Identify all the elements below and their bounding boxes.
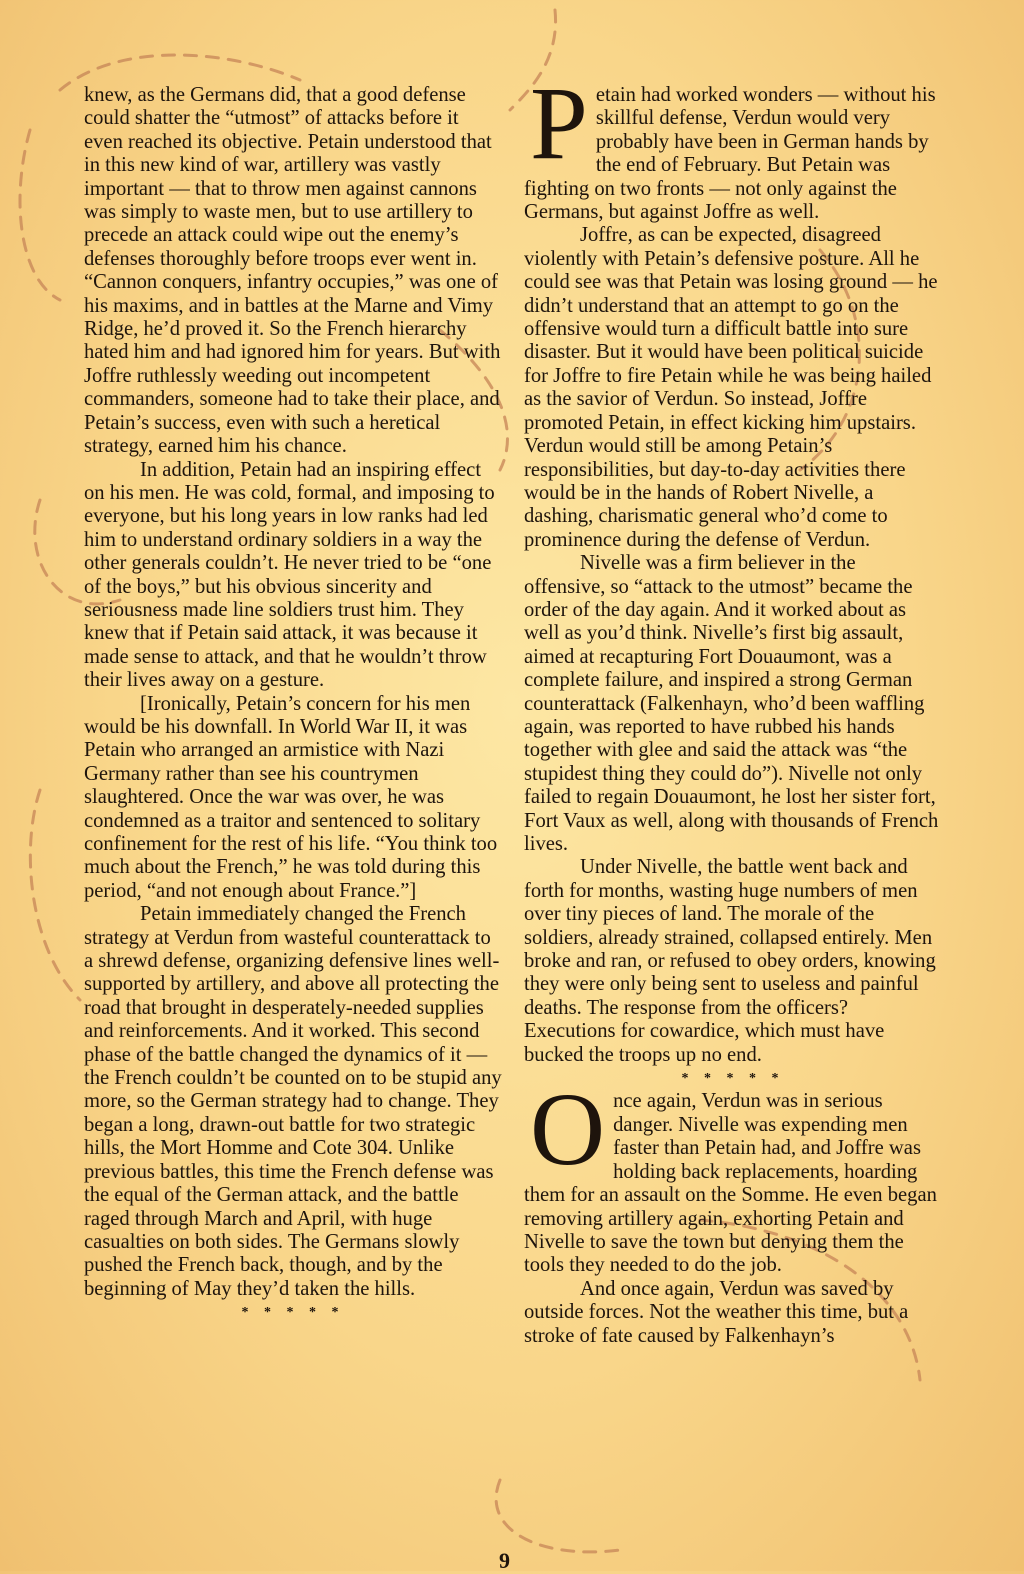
section-separator-right: * * * * * <box>681 1071 785 1087</box>
right-paragraph-4: Under Nivelle, the battle went back and forth for months, wasting huge numbers of men over tiny pieces of land. The morale of the soldiers, already strained, collapsed entirely. Men broke and ran, or refused to obey orders, knowing they were only being sent to useless and painful deaths. The response from the officers? Executions for cowardice, which must have bucked the troops up no end. <box>524 856 936 1066</box>
section-separator-left: * * * * * <box>241 1305 345 1321</box>
right-paragraph-1-text: etain had worked wonders — without his skillful defense, Verdun would very probably have been in German hands by the end of February. But Petain was fighting on two fronts — not only against the Germans, but against Joffre as well. <box>524 84 936 224</box>
right-paragraph-2: Joffre, as can be expected, disagreed violently with Petain’s defensive posture. All he could see was that Petain was losing ground — he didn’t understand that an attempt to go on the offensive would turn a difficult battle into sure disaster. But it would have been political suicide for Joffre to fire Petain while he was being hailed as the savior of Verdun. So instead, Joffre promoted Petain, in effect kicking him upstairs. Verdun would still be among Petain’s responsibilities, but day-to-day activities there would be in the hands of Robert Nivelle, a dashing, charismatic general who’d come to prominence during the defense of Verdun. <box>524 224 938 551</box>
swirl-left-upper <box>20 130 60 300</box>
right-paragraph-6: And once again, Verdun was saved by outside forces. Not the weather this time, but a stroke of fate caused by Falkenhayn’s <box>524 1277 909 1347</box>
right-paragraph-5 <box>524 1072 942 1207</box>
left-column <box>84 84 502 1325</box>
drop-cap-o: O <box>530 1072 606 1188</box>
swirl-bottom <box>496 1480 620 1552</box>
right-paragraph-3: Nivelle was a firm believer in the offensive, so “attack to the utmost” became the order of the day again. And it worked about as well as you’d think. Nivelle’s first big assault, aimed at recapturing Fort Douaumont, was a complete failure, and inspired a strong German counterattack (Falkenhayn, who’d been waffling again, was reported to have rubbed his hands together with glee and said the attack was “the stupidest thing they could do”). Nivelle not only failed to regain Douaumont, he lost her sister fort, Fort Vaux as well, along with thousands of French lives. <box>524 552 939 855</box>
page-number: 9 <box>499 1548 510 1573</box>
left-paragraph-1: knew, as the Germans did, that a good defense could shatter the “utmost” of attacks before it even reached its objective. Petain understood that in this new kind of war, artillery was vastly important — that to throw men against cannons was simply to waste men, but to use artillery to precede an attack could wipe out the enemy’s defenses thoroughly before troops ever went in. “Cannon conquers, infantry occupies,” was one of his maxims, and in battles at the Marne and Vimy Ridge, he’d proved it. So the French hierarchy hated him and had ignored him for years. But with Joffre ruthlessly weeding out incompetent commanders, someone had to take their place, and Petain’s success, even with such a heretical strategy, earned him his chance. <box>84 84 501 458</box>
right-paragraph-5-continued: removing artillery again, exhorting Petain and Nivelle to save the town but denying them the tools they needed to do the job. <box>524 1207 904 1277</box>
left-paragraph-4: Petain immediately changed the French strategy at Verdun from wasteful counterattack to a shrewd defense, organizing defensive lines well-supported by artillery, and above all protecting the road that brought in desperately-needed supplies and reinforcements. And it worked. This second phase of the battle changed the dynamics of it — the French couldn’t be counted on to be stupid any more, so the German strategy had to change. They began a long, drawn-out battle for two strategic hills, the Mort Homme and Cote 304. Unlike previous battles, this time the French defense was the equal of the German attack, and the battle raged through March and April, with huge casualties on both sides. The Germans slowly pushed the French back, though, and by the beginning of May they’d taken the hills. <box>84 903 502 1300</box>
drop-cap-p: P <box>530 66 588 181</box>
right-column <box>524 66 942 1348</box>
left-paragraph-3: [Ironically, Petain’s concern for his men would be his downfall. In World War II, it was Petain who arranged an armistice with Nazi Germany rather than see his countrymen slaughtered. Once the war was over, he was condemned as a traitor and sentenced to solitary confinement for the rest of his life. “You think too much about the French,” he was told during this period, “and not enough about France.”] <box>84 692 498 902</box>
right-paragraph-5-text: nce again, Verdun was in serious danger. Nivelle was expending men faster than Petain had, and Joffre was holding back replacements, hoarding them for an assault on the Somme. He even began <box>524 1090 937 1207</box>
left-paragraph-2: In addition, Petain had an inspiring effect on his men. He was cold, formal, and imposing to everyone, but his long years in low ranks had led him to understand ordinary soldiers in a way the other generals couldn’t. He never tried to be “one of the boys,” but his obvious sincerity and seriousness made line soldiers trust him. They knew that if Petain said attack, it was because it made sense to attack, and that he wouldn’t throw their lives away on a gesture. <box>84 458 495 692</box>
swirl-left-lower <box>30 790 80 1000</box>
right-paragraph-1 <box>524 66 942 224</box>
